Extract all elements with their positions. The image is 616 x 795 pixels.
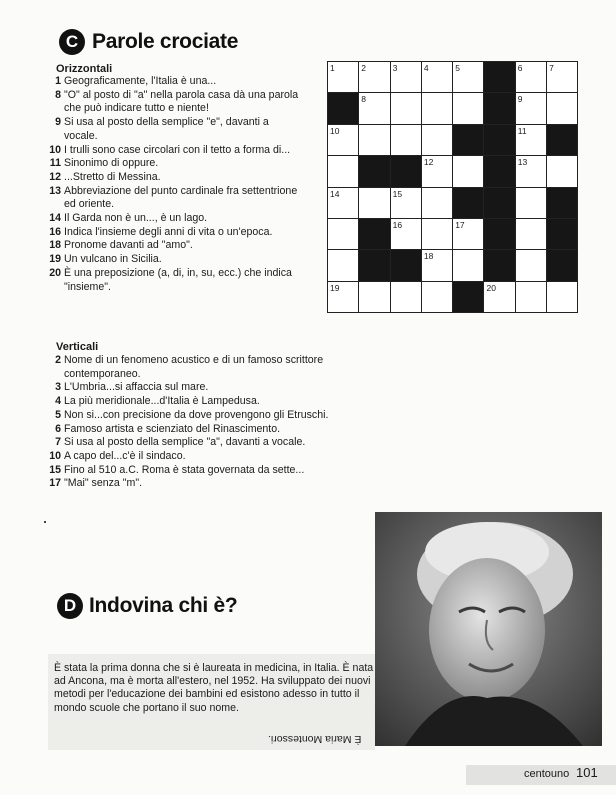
clue-item — [47, 450, 377, 464]
grid-cell[interactable] — [547, 93, 578, 124]
clue-item — [47, 477, 377, 491]
clue-item — [47, 75, 304, 89]
grid-cell-black — [484, 62, 515, 93]
cell-number: 15 — [392, 188, 403, 199]
cell-number: 6 — [517, 63, 523, 73]
clue-item — [47, 253, 304, 267]
grid-cell-black — [359, 156, 390, 187]
clue-number: 17 — [49, 477, 61, 490]
cell-number: 1 — [330, 63, 335, 73]
footer-label: centouno — [524, 768, 570, 780]
grid-cell[interactable] — [359, 124, 390, 155]
clue-number: 10 — [49, 143, 61, 156]
clue-text: Nome di un fenomeno acustico e di un famoso scrittore contemporaneo. — [64, 354, 324, 380]
cell-number: 8 — [361, 94, 367, 105]
grid-cell[interactable] — [359, 187, 390, 218]
clue-text: Un vulcano in Sicilia. — [64, 253, 162, 266]
grid-row — [328, 218, 578, 249]
grid-cell[interactable] — [328, 281, 359, 312]
clue-text: ...Stretto di Messina. — [64, 170, 161, 183]
clue-item — [47, 409, 377, 423]
section-c-badge: C — [59, 29, 85, 55]
clue-item — [47, 381, 377, 395]
cell-number: 16 — [392, 219, 403, 230]
clue-item — [47, 212, 304, 226]
grid-cell-black — [453, 124, 484, 155]
clue-item — [47, 116, 304, 143]
clue-number: 15 — [49, 463, 61, 476]
clue-text: Sinonimo di oppure. — [64, 157, 159, 170]
clue-number: 9 — [55, 116, 61, 129]
grid-cell-black — [453, 281, 484, 312]
clue-text: Pronome davanti ad "amo". — [64, 239, 193, 252]
portrait-illustration — [375, 512, 602, 746]
clue-number: 8 — [55, 88, 61, 101]
clue-text: Si usa al posto della semplice "e", davanti a vocale. — [64, 116, 269, 142]
clue-item — [47, 395, 377, 409]
clue-number: 16 — [49, 225, 61, 238]
clue-number: 2 — [55, 354, 61, 366]
clue-text: È una preposizione (a, di, in, su, ecc.) che indica "insieme". — [64, 266, 292, 293]
grid-cell-black — [359, 218, 390, 249]
grid-cell[interactable] — [328, 218, 359, 249]
clue-text: Famoso artista e scienziato del Rinascimento. — [64, 422, 281, 435]
grid-cell[interactable] — [421, 124, 452, 155]
cell-number: 13 — [517, 157, 528, 168]
grid-cell[interactable] — [515, 218, 546, 249]
grid-row — [328, 156, 578, 187]
grid-cell[interactable] — [453, 62, 484, 93]
grid-cell[interactable] — [328, 250, 359, 281]
cell-number: 7 — [549, 63, 554, 73]
grid-cell[interactable] — [359, 93, 390, 124]
grid-cell-black — [359, 250, 390, 281]
clue-number: 1 — [55, 75, 61, 87]
grid-cell[interactable] — [453, 250, 484, 281]
grid-cell-black — [547, 218, 578, 249]
section-c-title: Parole crociate — [92, 30, 239, 53]
cell-number: 12 — [423, 157, 434, 168]
clue-number: 3 — [55, 381, 61, 394]
grid-cell[interactable] — [328, 156, 359, 187]
clue-item — [47, 226, 304, 240]
grid-cell[interactable] — [421, 93, 452, 124]
clue-item — [47, 423, 377, 437]
clue-number: 5 — [55, 408, 61, 421]
page-number: 101 — [576, 765, 598, 780]
portrait-photo — [375, 512, 602, 746]
cell-number: 5 — [455, 63, 460, 73]
clue-text: Fino al 510 a.C. Roma è stata governata da sette... — [64, 463, 305, 476]
clue-text: Abbreviazione del punto cardinale fra settentrione ed oriente. — [64, 184, 298, 211]
grid-cell[interactable] — [515, 281, 546, 312]
clue-number: 6 — [55, 422, 61, 435]
cell-number: 18 — [423, 251, 434, 262]
cell-number: 3 — [392, 63, 398, 73]
grid-cell-black — [484, 156, 515, 187]
grid-cell-black — [547, 187, 578, 218]
clue-text: "O" al posto di "a" nella parola casa dà una parola che può indicare tutto e niente! — [64, 88, 299, 115]
grid-cell-black — [484, 250, 515, 281]
clue-item — [47, 89, 304, 116]
cell-number: 14 — [330, 188, 340, 199]
clue-text: Il Garda non è un..., è un lago. — [64, 212, 208, 225]
grid-cell[interactable] — [515, 187, 546, 218]
grid-cell[interactable] — [390, 187, 421, 218]
grid-cell-black — [547, 124, 578, 155]
down-heading: Verticali — [56, 341, 99, 353]
grid-row — [328, 187, 578, 218]
grid-cell[interactable] — [390, 62, 421, 93]
grid-cell[interactable] — [515, 156, 546, 187]
clue-number: 13 — [49, 184, 61, 197]
upside-down-answer: È Maria Montessori. — [268, 733, 362, 745]
grid-cell[interactable] — [359, 281, 390, 312]
across-heading: Orizzontali — [56, 63, 113, 75]
grid-cell[interactable] — [421, 62, 452, 93]
clue-text: Geograficamente, l'Italia è una... — [64, 75, 217, 87]
clue-text: "Mai" senza "m". — [64, 477, 143, 490]
section-d-title: Indovina chi è? — [89, 594, 238, 617]
crossword-grid — [327, 61, 578, 313]
stray-dot — [44, 521, 46, 523]
clue-number: 11 — [49, 157, 61, 170]
grid-cell[interactable] — [515, 62, 546, 93]
grid-row — [328, 250, 578, 281]
grid-row — [328, 281, 578, 312]
grid-cell[interactable] — [547, 281, 578, 312]
grid-cell[interactable] — [328, 62, 359, 93]
grid-cell-black — [484, 93, 515, 124]
cell-number: 20 — [486, 282, 496, 293]
grid-cell[interactable] — [390, 93, 421, 124]
clue-text: Non si...con precisione da dove provengono gli Etruschi. — [64, 408, 329, 421]
clue-number: 20 — [49, 266, 61, 279]
clue-item — [47, 436, 377, 450]
clue-number: 4 — [55, 395, 61, 408]
clue-item — [47, 354, 377, 381]
cell-number: 2 — [361, 63, 367, 73]
clue-number: 19 — [49, 253, 61, 266]
grid-cell[interactable] — [328, 187, 359, 218]
clue-item — [47, 185, 304, 212]
clue-number: 18 — [49, 239, 61, 252]
grid-cell[interactable] — [390, 124, 421, 155]
grid-cell-black — [328, 93, 359, 124]
grid-cell[interactable] — [390, 281, 421, 312]
grid-cell[interactable] — [453, 218, 484, 249]
clue-text: Indica l'insieme degli anni di vita o un'epoca. — [64, 225, 273, 238]
clue-item — [47, 171, 304, 185]
grid-cell[interactable] — [515, 124, 546, 155]
clue-text: I trulli sono case circolari con il tetto a forma di... — [64, 143, 291, 156]
cell-number: 10 — [330, 125, 340, 136]
grid-cell[interactable] — [421, 218, 452, 249]
grid-cell[interactable] — [547, 156, 578, 187]
grid-row — [328, 124, 578, 155]
grid-cell-black — [390, 156, 421, 187]
clue-item — [47, 144, 304, 158]
grid-cell[interactable] — [421, 187, 452, 218]
grid-cell[interactable] — [328, 124, 359, 155]
grid-cell[interactable] — [421, 281, 452, 312]
grid-cell[interactable] — [453, 93, 484, 124]
grid-cell[interactable] — [515, 250, 546, 281]
grid-cell[interactable] — [390, 218, 421, 249]
clue-item — [47, 464, 377, 478]
clue-text: A capo del...c'è il sindaco. — [64, 449, 186, 462]
clue-text: L'Umbria...si affaccia sul mare. — [64, 381, 209, 394]
grid-cell[interactable] — [421, 156, 452, 187]
grid-cell-black — [484, 124, 515, 155]
clue-item — [47, 239, 304, 253]
grid-cell[interactable] — [515, 93, 546, 124]
grid-cell-black — [484, 187, 515, 218]
grid-cell[interactable] — [547, 62, 578, 93]
clue-number: 10 — [49, 449, 61, 462]
clue-text: Si usa al posto della semplice "a", davanti a vocale. — [64, 436, 306, 449]
grid-cell-black — [484, 218, 515, 249]
grid-cell[interactable] — [359, 62, 390, 93]
grid-cell[interactable] — [484, 281, 515, 312]
down-clues-list — [47, 354, 377, 491]
cell-number: 9 — [517, 94, 523, 105]
grid-cell[interactable] — [421, 250, 452, 281]
grid-row — [328, 93, 578, 124]
across-clues-list — [47, 75, 304, 294]
bio-text: È stata la prima donna che si è laureata in medicina, in Italia. È nata ad Ancona, ma è morta all'estero, nel 1952. Ha sviluppato dei nuovi metodi per l'educazione dei bambini ed esistono adesso in tutto il mondo scuole che portano il suo nome. — [54, 662, 374, 714]
cell-number: 17 — [455, 219, 465, 230]
clue-text: La più meridionale...d'Italia è Lampedusa. — [64, 395, 260, 408]
clue-number: 14 — [49, 212, 61, 225]
clue-number: 7 — [55, 436, 61, 449]
grid-cell-black — [453, 187, 484, 218]
cell-number: 11 — [517, 125, 527, 136]
clue-number: 12 — [49, 170, 61, 183]
grid-cell[interactable] — [453, 156, 484, 187]
clue-item — [47, 157, 304, 171]
grid-row — [328, 62, 578, 93]
cell-number: 4 — [423, 63, 429, 73]
grid-cell-black — [390, 250, 421, 281]
section-d-badge: D — [57, 593, 83, 619]
grid-cell-black — [547, 250, 578, 281]
clue-item — [47, 267, 304, 294]
cell-number: 19 — [330, 282, 340, 293]
